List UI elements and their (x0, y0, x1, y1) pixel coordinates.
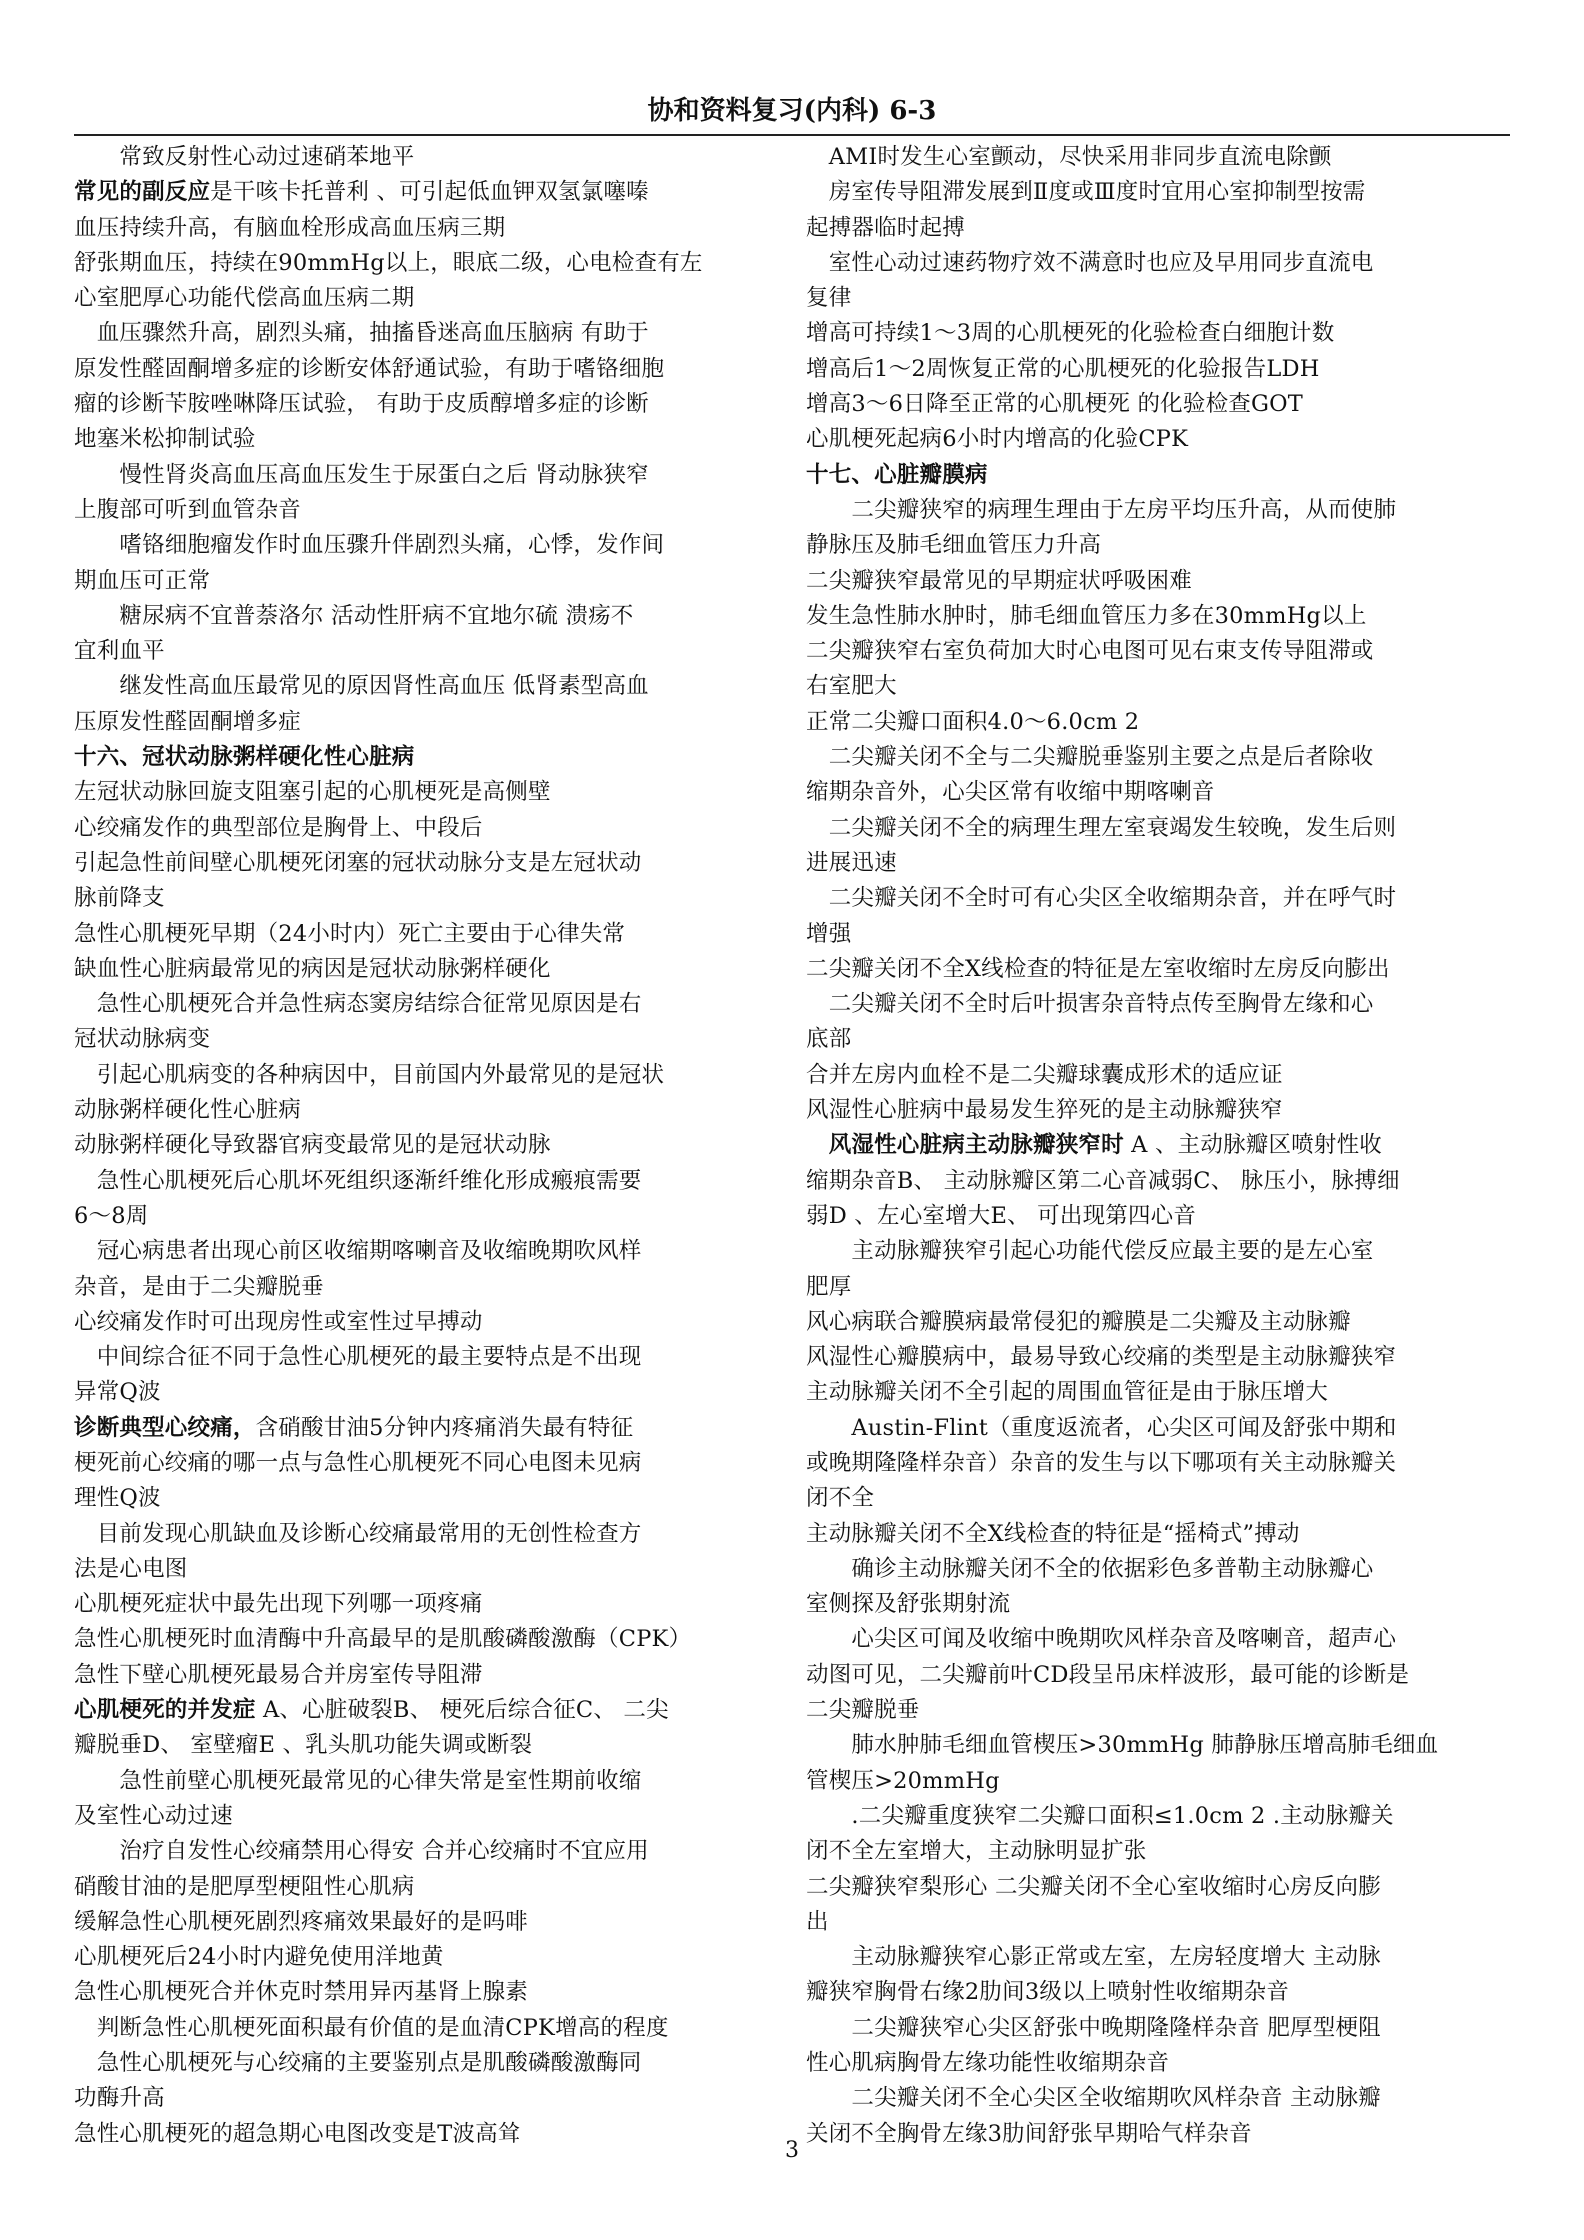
text-line (806, 987, 1510, 1022)
text-line (74, 1446, 778, 1481)
text-line (74, 1658, 778, 1693)
text-line (74, 1693, 778, 1728)
text-line (806, 1446, 1510, 1481)
text-line (806, 493, 1510, 528)
text-line (806, 917, 1510, 952)
line-text: 增高可持续1～3周的心肌梗死的化验检查白细胞计数 (806, 320, 1335, 347)
line-text: 异常Q波 (74, 1379, 161, 1406)
text-line (74, 1340, 778, 1375)
text-line (74, 1940, 778, 1975)
text-line (74, 1164, 778, 1199)
line-text: 或晚期隆隆样杂音）杂音的发生与以下哪项有关主动脉瓣关 (806, 1449, 1397, 1476)
text-line (806, 1799, 1510, 1834)
line-text: 主动脉瓣狭窄心影正常或左室，左房轻度增大 主动脉 (806, 1944, 1381, 1971)
text-line (806, 1975, 1510, 2010)
line-text: 性心肌病胸骨左缘功能性收缩期杂音 (806, 2050, 1170, 2077)
text-line (74, 1728, 778, 1763)
text-line (806, 1693, 1510, 1728)
text-line (74, 1375, 778, 1410)
line-text: 判断急性心肌梗死面积最有价值的是血清CPK增高的程度 (74, 2014, 669, 2041)
line-text: 原发性醛固酮增多症的诊断安体舒通试验，有助于嗜铬细胞 (74, 355, 665, 382)
line-text: 增强 (806, 920, 852, 947)
text-line (806, 1834, 1510, 1869)
line-text: 冠状动脉病变 (74, 1026, 211, 1053)
line-text: 瓣脱垂D、 室壁瘤E 、乳头肌功能失调或断裂 (74, 1732, 533, 1759)
line-text: 右室肥大 (806, 673, 897, 700)
text-line (806, 1481, 1510, 1516)
line-text: 复律 (806, 285, 852, 312)
line-text: 急性心肌梗死的超急期心电图改变是T波高耸 (74, 2120, 521, 2147)
line-text: 静脉压及肺毛细血管压力升高 (806, 532, 1102, 559)
line-text: 合并左房内血栓不是二尖瓣球囊成形术的适应证 (806, 1061, 1283, 1088)
line-text: 二尖瓣脱垂 (806, 1697, 920, 1724)
text-line (74, 1975, 778, 2010)
text-line (74, 387, 778, 422)
text-line (806, 2011, 1510, 2046)
text-line (74, 952, 778, 987)
text-line (806, 1305, 1510, 1340)
line-text: 二尖瓣关闭不全的病理生理左室衰竭发生较晚，发生后则 (806, 814, 1397, 841)
text-line (806, 1375, 1510, 1410)
text-line (806, 175, 1510, 210)
text-line (806, 352, 1510, 387)
text-line (74, 493, 778, 528)
text-line (74, 175, 778, 210)
text-line (806, 811, 1510, 846)
text-line (74, 1552, 778, 1587)
text-line (806, 1270, 1510, 1305)
line-text: 心绞痛发作的典型部位是胸骨上、中段后 (74, 814, 483, 841)
text-line (74, 528, 778, 563)
line-text: 心肌梗死症状中最先出现下列哪一项疼痛 (74, 1591, 483, 1618)
line-text: 引起急性前间壁心肌梗死闭塞的冠状动脉分支是左冠状动 (74, 849, 642, 876)
line-text: 功酶升高 (74, 2085, 165, 2112)
text-line (74, 740, 778, 775)
line-text: 嗜铬细胞瘤发作时血压骤升伴剧烈头痛，心悸，发作间 (74, 532, 665, 559)
text-line (806, 1199, 1510, 1234)
line-text: 心绞痛发作时可出现房性或室性过早搏动 (74, 1308, 483, 1335)
line-text: 急性心肌梗死合并休克时禁用异丙基肾上腺素 (74, 1979, 529, 2006)
text-line (74, 881, 778, 916)
line-text: 糖尿病不宜普萘洛尔 活动性肝病不宜地尔硫 溃疡不 (74, 602, 634, 629)
line-text: 6～8周 (74, 1202, 149, 1229)
text-line (74, 811, 778, 846)
text-line (74, 140, 778, 175)
text-line (806, 1764, 1510, 1799)
text-line (806, 740, 1510, 775)
line-text: 缓解急性心肌梗死剧烈疼痛效果最好的是吗啡 (74, 1908, 529, 1935)
text-line (806, 1552, 1510, 1587)
line-text: 主动脉瓣狭窄引起心功能代偿反应最主要的是左心室 (806, 1238, 1374, 1265)
line-text: 增高后1～2周恢复正常的心肌梗死的化验报告LDH (806, 355, 1320, 382)
line-text: 风湿性心瓣膜病中，最易导致心绞痛的类型是主动脉瓣狭窄 (806, 1344, 1397, 1371)
line-text: 及室性心动过速 (74, 1802, 233, 1829)
text-line (806, 2081, 1510, 2116)
line-text: 急性心肌梗死时血清酶中升高最早的是肌酸磷酸激酶（CPK） (74, 1626, 692, 1653)
line-text: 进展迅速 (806, 849, 897, 876)
line-text: 血压骤然升高，剧烈头痛，抽搐昏迷高血压脑病 有助于 (74, 320, 649, 347)
text-line (806, 634, 1510, 669)
line-text: 增高3～6日降至正常的心肌梗死 的化验检查GOT (806, 391, 1304, 418)
bold-heading: 十七、心脏瓣膜病 (806, 461, 988, 488)
line-text: 急性心肌梗死与心绞痛的主要鉴别点是肌酸磷酸激酶同 (74, 2050, 642, 2077)
text-line (74, 1905, 778, 1940)
line-text: 瓣狭窄胸骨右缘2肋间3级以上喷射性收缩期杂音 (806, 1979, 1290, 2006)
line-text: .二尖瓣重度狭窄二尖瓣口面积≤1.0cm 2 .主动脉瓣关 (806, 1802, 1394, 1829)
text-line (74, 1411, 778, 1446)
line-text: 缺血性心脏病最常见的病因是冠状动脉粥样硬化 (74, 955, 551, 982)
line-text: 急性心肌梗死早期（24小时内）死亡主要由于心律失常 (74, 920, 626, 947)
text-line (74, 705, 778, 740)
text-line (74, 564, 778, 599)
line-text: 心肌梗死后24小时内避免使用洋地黄 (74, 1944, 444, 1971)
text-line (806, 528, 1510, 563)
line-text: 二尖瓣狭窄心尖区舒张中晚期隆隆样杂音 肥厚型梗阻 (806, 2014, 1381, 2041)
bold-heading: 心肌梗死的并发症 (74, 1697, 256, 1724)
line-text: 弱D 、左心室增大E、 可出现第四心音 (806, 1202, 1197, 1229)
line-text: 压原发性醛固酮增多症 (74, 708, 302, 735)
line-text: 心肌梗死起病6小时内增高的化验CPK (806, 426, 1189, 453)
line-text: 慢性肾炎高血压高血压发生于尿蛋白之后 肾动脉狭窄 (74, 461, 649, 488)
text-line (74, 1093, 778, 1128)
text-line (806, 1164, 1510, 1199)
text-line (806, 1411, 1510, 1446)
line-text: 引起心肌病变的各种病因中，目前国内外最常见的是冠状 (74, 1061, 665, 1088)
text-line (806, 246, 1510, 281)
line-text: 常致反射性心动过速硝苯地平 (74, 144, 415, 170)
text-line (806, 1093, 1510, 1128)
text-line (74, 458, 778, 493)
line-text: 急性心肌梗死后心肌坏死组织逐渐纤维化形成瘢痕需要 (74, 1167, 642, 1194)
line-text: 是干咳卡托普利 、可引起低血钾双氢氯噻嗪 (210, 179, 649, 206)
line-text: 目前发现心肌缺血及诊断心绞痛最常用的无创性检查方 (74, 1520, 642, 1547)
header-rule (74, 134, 1510, 136)
text-line (74, 599, 778, 634)
line-text: 瘤的诊断苄胺唑啉降压试验， 有助于皮质醇增多症的诊断 (74, 391, 649, 418)
line-text: 左冠状动脉回旋支阻塞引起的心肌梗死是高侧壁 (74, 779, 551, 806)
bold-heading: 诊断典型心绞痛， (74, 1414, 256, 1441)
line-text: 风湿性心脏病中最易发生猝死的是主动脉瓣狭窄 (806, 1097, 1283, 1124)
text-line (74, 987, 778, 1022)
line-text: 急性心肌梗死合并急性病态窦房结综合征常见原因是右 (74, 991, 642, 1018)
text-line (806, 1234, 1510, 1269)
text-line (74, 316, 778, 351)
line-text: 二尖瓣狭窄的病理生理由于左房平均压升高，从而使肺 (806, 496, 1397, 523)
text-line (74, 917, 778, 952)
line-text: 闭不全 (806, 1485, 875, 1512)
line-text: 上腹部可听到血管杂音 (74, 496, 302, 523)
text-line (806, 1622, 1510, 1657)
line-text: 中间综合征不同于急性心肌梗死的最主要特点是不出现 (74, 1344, 642, 1371)
page-title: 协和资料复习(内科) 6-3 (647, 96, 937, 126)
line-text: AMI时发生心室颤动，尽快采用非同步直流电除颤 (806, 144, 1332, 170)
text-line (74, 422, 778, 457)
text-line (806, 599, 1510, 634)
text-line (74, 1270, 778, 1305)
text-line (74, 1058, 778, 1093)
line-text: 二尖瓣狭窄梨形心 二尖瓣关闭不全心室收缩时心房反向膨 (806, 1873, 1381, 1900)
line-text: 舒张期血压，持续在90mmHg以上，眼底二级，心电检查有左 (74, 249, 703, 276)
text-line (806, 458, 1510, 493)
line-text: 硝酸甘油的是肥厚型梗阻性心肌病 (74, 1873, 415, 1900)
line-text: 肺水肿肺毛细血管楔压>30mmHg 肺静脉压增高肺毛细血 (806, 1732, 1439, 1759)
line-text: 闭不全左室增大，主动脉明显扩张 (806, 1838, 1147, 1865)
line-text: 冠心病患者出现心前区收缩期喀喇音及收缩晚期吹风样 (74, 1238, 642, 1265)
text-line (74, 1022, 778, 1057)
line-text: 二尖瓣关闭不全时可有心尖区全收缩期杂音，并在呼气时 (806, 885, 1397, 912)
text-line (806, 316, 1510, 351)
text-line (806, 1340, 1510, 1375)
line-text: A 、主动脉瓣区喷射性收 (1123, 1132, 1382, 1159)
page-number: 3 (785, 2138, 799, 2163)
line-text: 动脉粥样硬化性心脏病 (74, 1097, 302, 1124)
text-line (806, 564, 1510, 599)
text-line (74, 2046, 778, 2081)
text-line (74, 1834, 778, 1869)
text-line (74, 1587, 778, 1622)
line-text: 底部 (806, 1026, 852, 1053)
text-line (74, 775, 778, 810)
line-text: Austin-Flint（重度返流者，心尖区可闻及舒张中期和 (806, 1414, 1397, 1441)
line-text: A、心脏破裂B、 梗死后综合征C、 二尖 (255, 1697, 669, 1724)
line-text: 宜利血平 (74, 638, 165, 665)
text-line (806, 1022, 1510, 1057)
line-text: 室性心动过速药物疗效不满意时也应及早用同步直流电 (806, 249, 1374, 276)
line-text: 管楔压>20mmHg (806, 1767, 1000, 1794)
text-line (806, 881, 1510, 916)
text-line (806, 140, 1510, 175)
line-text: 二尖瓣关闭不全时后叶损害杂音特点传至胸骨左缘和心 (806, 991, 1374, 1018)
text-line (806, 211, 1510, 246)
line-text: 理性Q波 (74, 1485, 161, 1512)
text-line (806, 1940, 1510, 1975)
line-text: 室侧探及舒张期射流 (806, 1591, 1011, 1618)
text-line (74, 1199, 778, 1234)
bold-heading: 十六、冠状动脉粥样硬化性心脏病 (74, 744, 415, 771)
text-line (806, 846, 1510, 881)
line-text: 主动脉瓣关闭不全引起的周围血管征是由于脉压增大 (806, 1379, 1329, 1406)
text-line (74, 634, 778, 669)
line-text: 地塞米松抑制试验 (74, 426, 256, 453)
line-text: 起搏器临时起搏 (806, 214, 965, 241)
text-line (806, 1658, 1510, 1693)
text-line (806, 387, 1510, 422)
text-line (74, 352, 778, 387)
text-line (74, 281, 778, 316)
line-text: 二尖瓣关闭不全X线检查的特征是左室收缩时左房反向膨出 (806, 955, 1390, 982)
line-text: 正常二尖瓣口面积4.0～6.0cm 2 (806, 708, 1140, 735)
line-text: 法是心电图 (74, 1555, 188, 1582)
text-line (74, 1764, 778, 1799)
text-line (806, 669, 1510, 704)
text-line (74, 2011, 778, 2046)
line-text: 脉前降支 (74, 885, 165, 912)
line-text: 关闭不全胸骨左缘3肋间舒张早期哈气样杂音 (806, 2120, 1252, 2147)
text-line (806, 1728, 1510, 1763)
text-line (806, 1905, 1510, 1940)
bold-heading: 风湿性心脏病主动脉瓣狭窄时 (806, 1132, 1124, 1159)
line-text: 肥厚 (806, 1273, 852, 1300)
line-text: 心尖区可闻及收缩中晚期吹风样杂音及喀喇音，超声心 (806, 1626, 1397, 1653)
line-text: 二尖瓣关闭不全心尖区全收缩期吹风样杂音 主动脉瓣 (806, 2085, 1381, 2112)
text-line (806, 1058, 1510, 1093)
text-line (806, 281, 1510, 316)
text-line (74, 669, 778, 704)
text-line (806, 775, 1510, 810)
text-line (806, 422, 1510, 457)
text-line (74, 1481, 778, 1516)
line-text: 梗死前心绞痛的哪一点与急性心肌梗死不同心电图未见病 (74, 1449, 642, 1476)
right-column (806, 140, 1510, 2152)
text-line (806, 1870, 1510, 1905)
line-text: 房室传导阻滞发展到Ⅱ度或Ⅲ度时宜用心室抑制型按需 (806, 179, 1366, 206)
text-line (806, 705, 1510, 740)
text-line (806, 1587, 1510, 1622)
line-text: 确诊主动脉瓣关闭不全的依据彩色多普勒主动脉瓣心 (806, 1555, 1374, 1582)
line-text: 二尖瓣关闭不全与二尖瓣脱垂鉴别主要之点是后者除收 (806, 744, 1374, 771)
text-line (806, 1517, 1510, 1552)
text-line (74, 1517, 778, 1552)
text-line (74, 1799, 778, 1834)
line-text: 含硝酸甘油5分钟内疼痛消失最有特征 (255, 1414, 634, 1441)
bold-heading: 常见的副反应 (74, 179, 211, 206)
text-line (806, 952, 1510, 987)
line-text: 缩期杂音外，心尖区常有收缩中期喀喇音 (806, 779, 1215, 806)
text-line (74, 1128, 778, 1163)
line-text: 二尖瓣狭窄右室负荷加大时心电图可见右束支传导阻滞或 (806, 638, 1374, 665)
line-text: 血压持续升高，有脑血栓形成高血压病三期 (74, 214, 506, 241)
text-line (74, 1622, 778, 1657)
text-line (806, 1128, 1510, 1163)
line-text: 缩期杂音B、 主动脉瓣区第二心音减弱C、 脉压小，脉搏细 (806, 1167, 1400, 1194)
text-line (74, 2081, 778, 2116)
line-text: 急性下壁心肌梗死最易合并房室传导阻滞 (74, 1661, 483, 1688)
left-column (74, 140, 778, 2152)
line-text: 二尖瓣狭窄最常见的早期症状呼吸困难 (806, 567, 1192, 594)
line-text: 继发性高血压最常见的原因肾性高血压 低肾素型高血 (74, 673, 649, 700)
line-text: 杂音，是由于二尖瓣脱垂 (74, 1273, 324, 1300)
line-text: 动图可见，二尖瓣前叶CD段呈吊床样波形，最可能的诊断是 (806, 1661, 1410, 1688)
line-text: 期血压可正常 (74, 567, 211, 594)
text-line (74, 1234, 778, 1269)
line-text: 主动脉瓣关闭不全X线检查的特征是“摇椅式”搏动 (806, 1520, 1300, 1547)
text-line (74, 1870, 778, 1905)
text-line (74, 246, 778, 281)
text-line (806, 2046, 1510, 2081)
line-text: 动脉粥样硬化导致器官病变最常见的是冠状动脉 (74, 1132, 551, 1159)
line-text: 治疗自发性心绞痛禁用心得安 合并心绞痛时不宜应用 (74, 1838, 649, 1865)
text-line (74, 846, 778, 881)
line-text: 心室肥厚心功能代偿高血压病二期 (74, 285, 415, 312)
line-text: 发生急性肺水肿时，肺毛细血管压力多在30mmHg以上 (806, 602, 1367, 629)
line-text: 出 (806, 1908, 829, 1935)
text-line (74, 1305, 778, 1340)
line-text: 风心病联合瓣膜病最常侵犯的瓣膜是二尖瓣及主动脉瓣 (806, 1308, 1351, 1335)
line-text: 急性前壁心肌梗死最常见的心律失常是室性期前收缩 (74, 1767, 642, 1794)
text-line (74, 211, 778, 246)
